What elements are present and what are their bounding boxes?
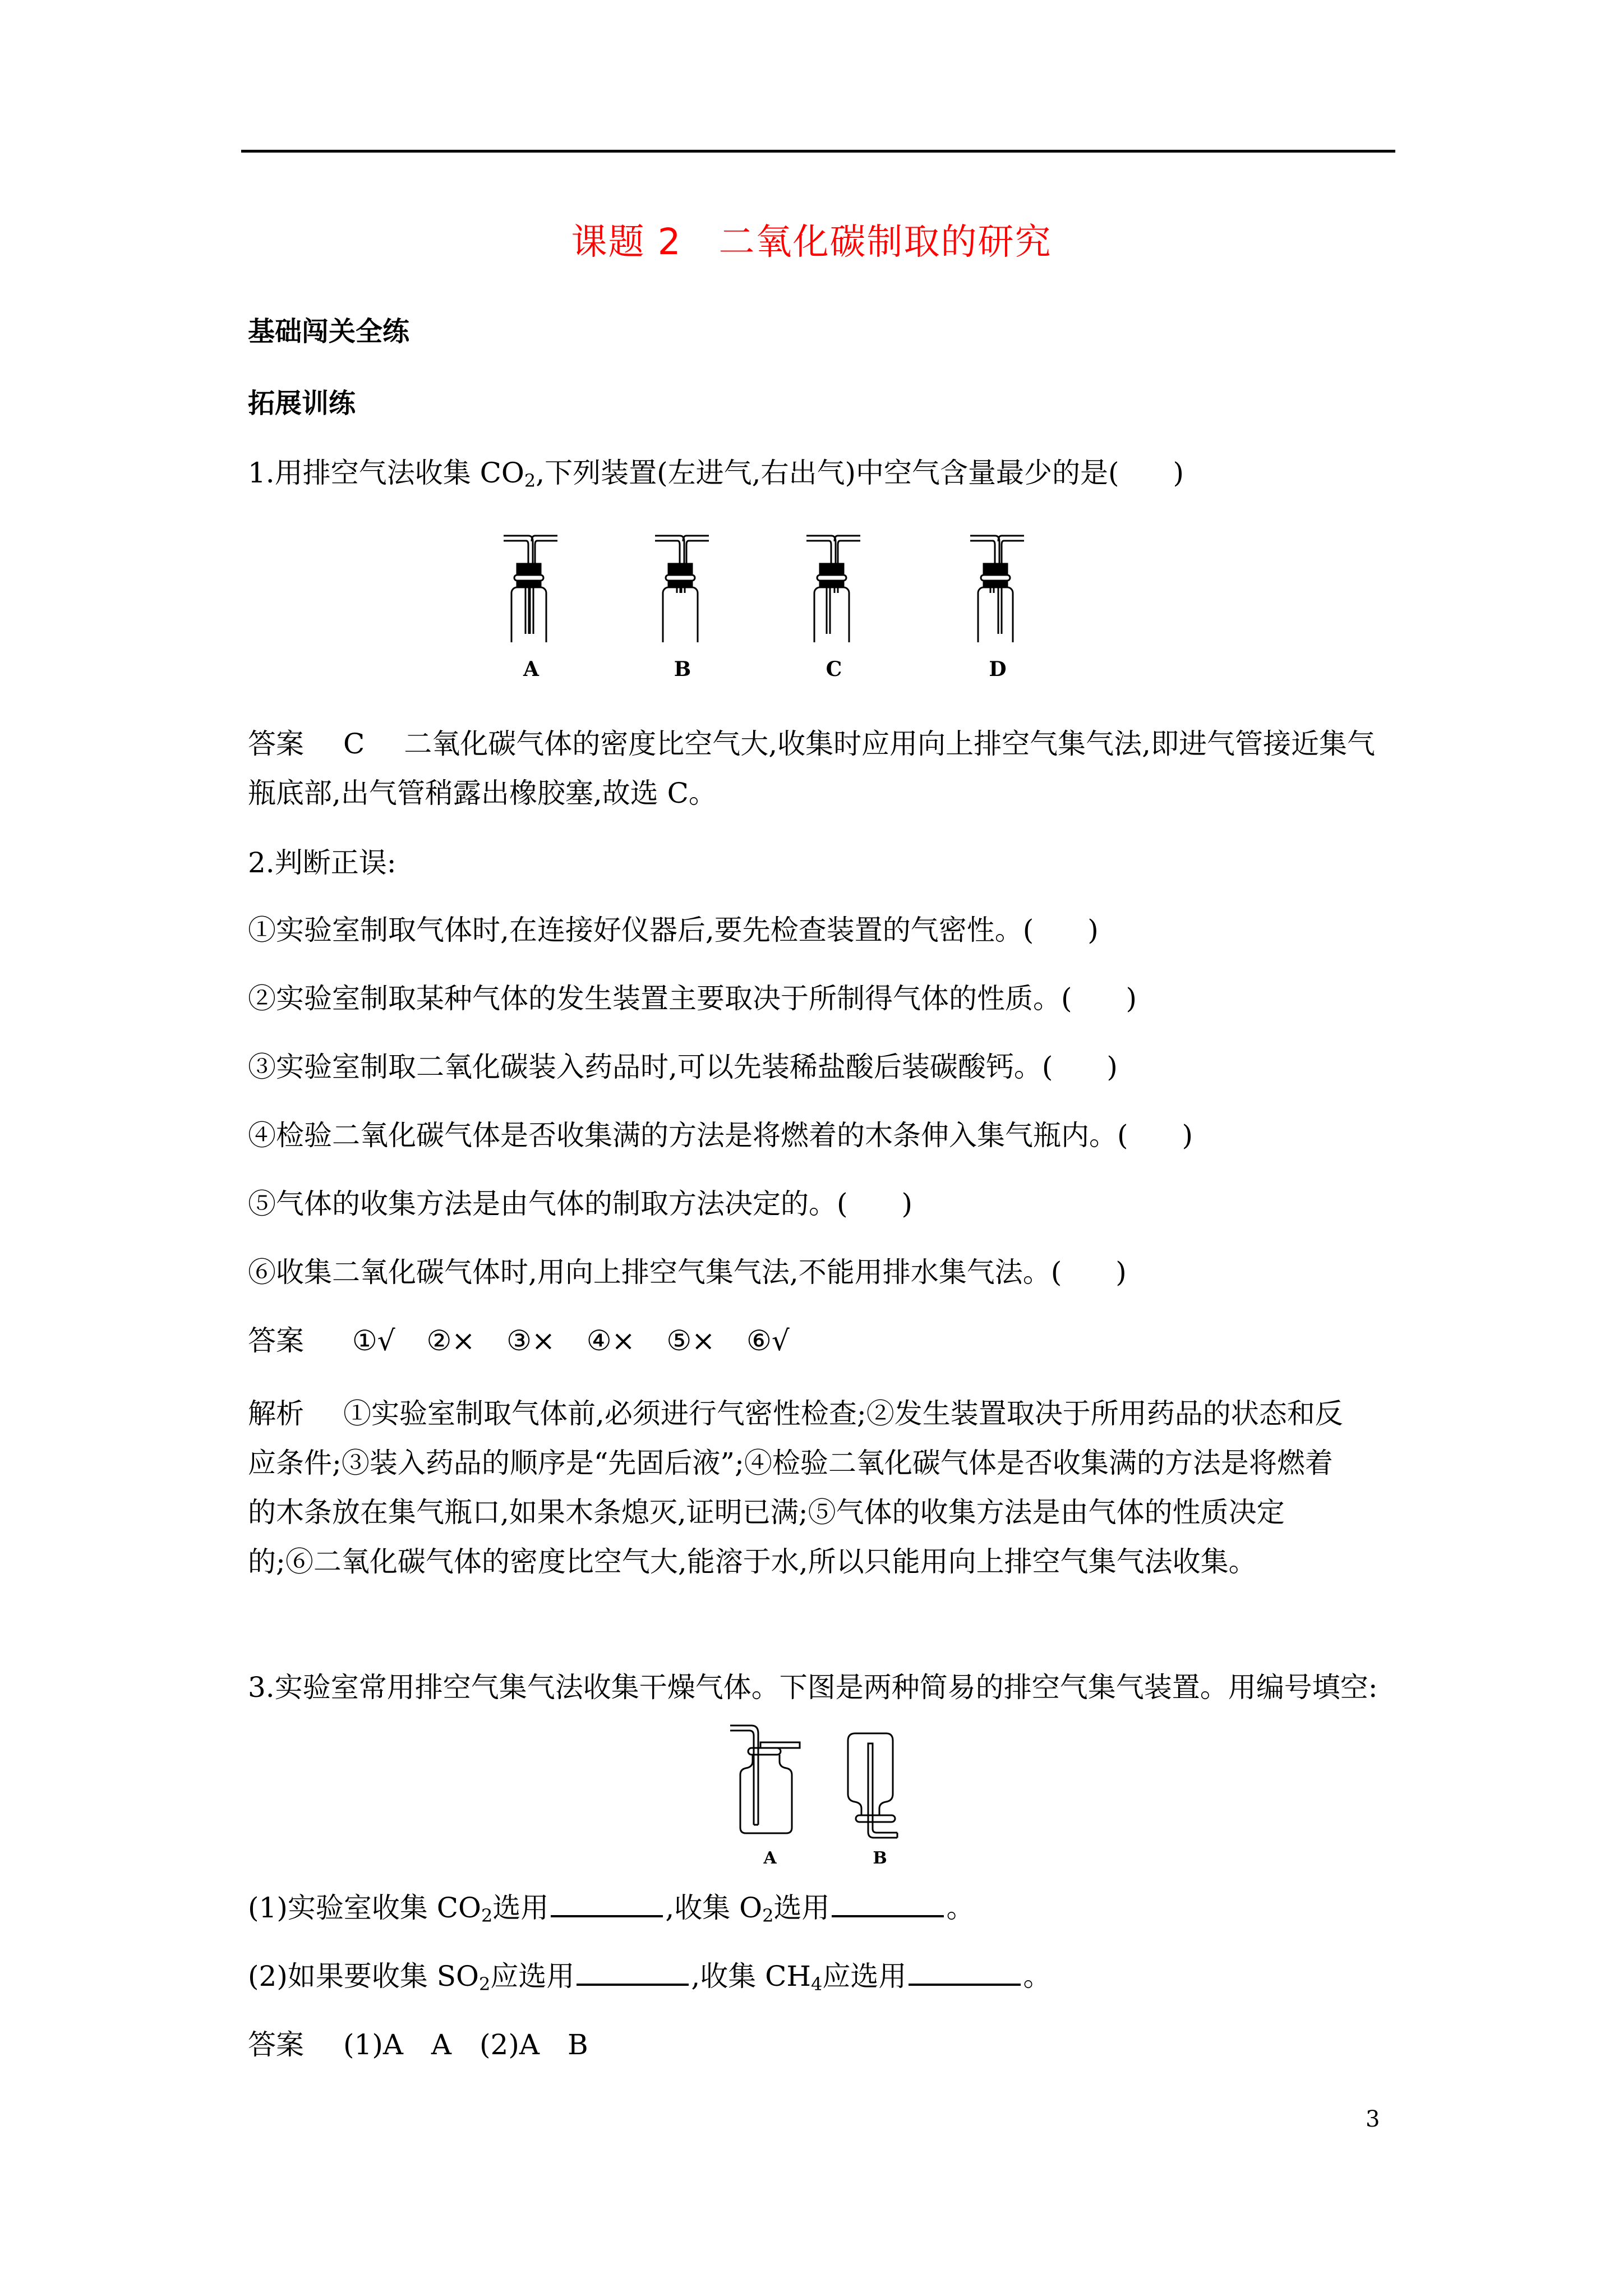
section-extended: 拓展训练 (248, 388, 356, 419)
q2-analysis: 解析 ①实验室制取气体前,必须进行气密性检查;②发生装置取决于所用药品的状态和反 应条件;③装入药品的顺序是“先固后液”;④检验二氧化碳气体是否收集满的方法是将燃着 的木条放在集气瓶口,如果木条熄灭,证明已满;⑤气体的收集方法是由气体的性质决定 的;⑥二氧化碳气体的密度比空气大,能溶于水,所以只能用向上排空气集气法收集。 (248, 1397, 1343, 1578)
q2-answer-2: ②× (426, 1324, 476, 1357)
q2-item-4: ④检验二氧化碳气体是否收集满的方法是将燃着的木条伸入集气瓶内。( ) (248, 1119, 1193, 1152)
q2-item-6: ⑥收集二氧化碳气体时,用向上排空气集气法,不能用排水集气法。( ) (248, 1256, 1127, 1289)
q1-stem: 1.用排空气法收集 $CO_2$,下列装置(左进气,右出气)中空气含量最少的是( ) (248, 457, 1184, 491)
q3-answer: 答案 (1)A A (2)A B (248, 2028, 588, 2061)
q2-item-2: ②实验室制取某种气体的发生装置主要取决于所制得气体的性质。( ) (248, 982, 1137, 1015)
q3-figure-bottles (723, 1721, 914, 1856)
q1-label-b: B (674, 657, 691, 681)
q3-part-2: (2)如果要收集 $SO_2$应选用 ,收集 $CH_4$应选用 。 (248, 1960, 1052, 1995)
q3-label-b: B (873, 1848, 887, 1868)
q3-bottle-b (848, 1733, 897, 1838)
q2-answer-5: ⑤× (666, 1324, 716, 1357)
q2-answer-3: ③× (506, 1324, 555, 1357)
page-number: 3 (1366, 2106, 1380, 2132)
q3-blank-so2[interactable] (577, 1961, 689, 1986)
q1-label-c: C (826, 657, 842, 681)
q2-answer-6: ⑥√ (746, 1324, 790, 1357)
header-rule (241, 150, 1395, 153)
q1-label-d: D (989, 657, 1007, 681)
q3-blank-co2[interactable] (551, 1893, 663, 1917)
q3-bottles-svg (723, 1721, 914, 1856)
page-title: 课题 2 二氧化碳制取的研究 (571, 222, 1052, 263)
q3-stem: 3.实验室常用排空气集气法收集干燥气体。下图是两种简易的排空气集气装置。用编号填空: (248, 1671, 1378, 1704)
q2-answer-4: ④× (586, 1324, 635, 1357)
q1-figure-bottles (499, 530, 1138, 642)
q2-stem: 2.判断正误: (248, 846, 396, 879)
q2-item-3: ③实验室制取二氧化碳装入药品时,可以先装稀盐酸后装碳酸钙。( ) (248, 1051, 1118, 1083)
q2-answer: 答案 ①√ ②× ③× ④× ⑤× ⑥√ (248, 1324, 790, 1357)
q2-answer-1: ①√ (352, 1324, 395, 1357)
q1-answer: 答案 C 二氧化碳气体的密度比空气大,收集时应用向上排空气集气法,即进气管接近集气 瓶底部,出气管稍露出橡胶塞,故选 C。 (248, 728, 1376, 809)
q3-part-1: (1)实验室收集 $CO_2$选用 ,收集 $O_2$选用 。 (248, 1892, 975, 1926)
bottle-c (806, 536, 860, 642)
q3-blank-o2[interactable] (832, 1893, 944, 1917)
section-basic: 基础闯关全练 (248, 316, 410, 347)
gas-bottles-svg (499, 530, 1138, 642)
q3-blank-ch4[interactable] (909, 1961, 1021, 1986)
q3-label-a: A (763, 1848, 777, 1868)
bottle-d (970, 536, 1024, 642)
bottle-a (504, 536, 557, 642)
q3-bottle-a (730, 1726, 800, 1833)
q2-item-5: ⑤气体的收集方法是由气体的制取方法决定的。( ) (248, 1188, 913, 1220)
q1-label-a: A (523, 657, 539, 681)
bottle-b (655, 536, 709, 642)
q2-item-1: ①实验室制取气体时,在连接好仪器后,要先检查装置的气密性。( ) (248, 914, 1099, 946)
